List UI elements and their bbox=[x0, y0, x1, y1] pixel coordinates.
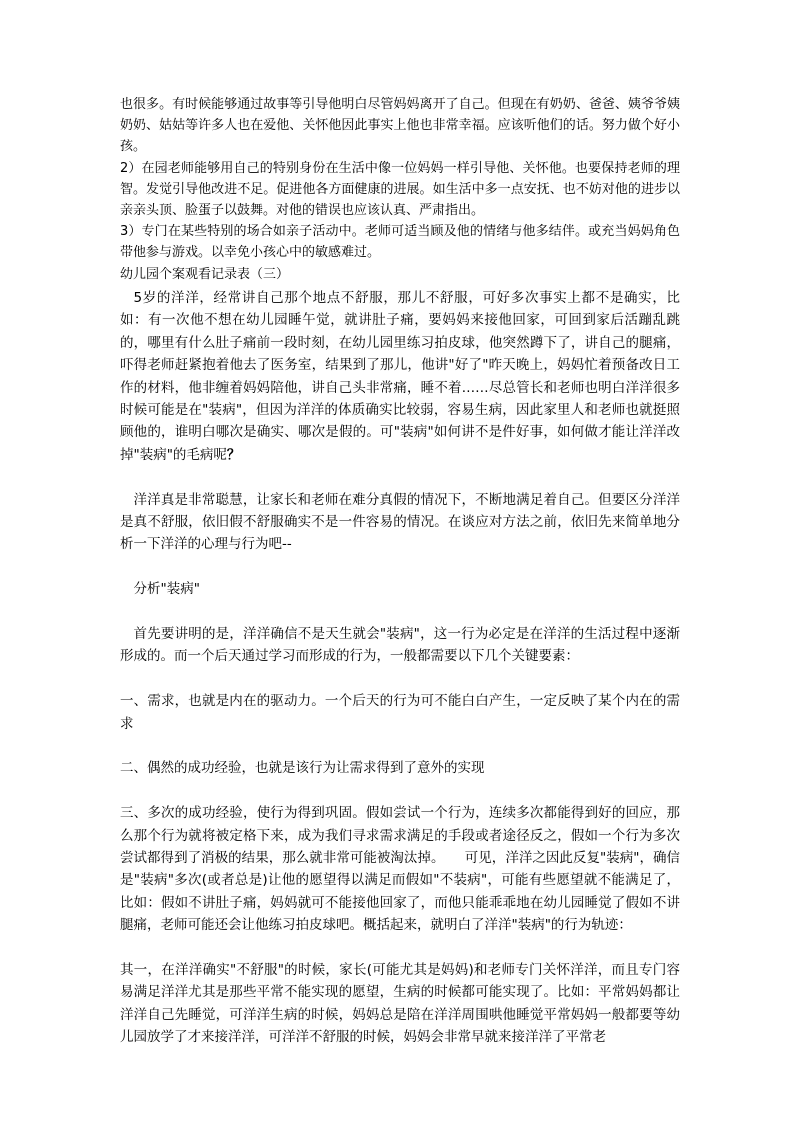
paragraph: 其一，在洋洋确实"不舒服"的时候，家长(可能尤其是妈妈)和老师专门关怀洋洋，而且专门容易满足洋洋尤其是那些平常不能实现的愿望，生病的时候都可能实现了。比如：平常妈妈都让洋洋自己先睡觉，可洋洋生病的时候，妈妈总是陪在洋洋周围哄他睡觉平常妈妈一般都要等幼儿园放学了才来接洋洋，可洋洋不舒服的时候，妈妈会非常早就来接洋洋了平常老 bbox=[120, 962, 680, 1046]
paragraph: 2）在园老师能够用自己的特别身份在生活中像一位妈妈一样引导他、关怀他。也要保持老师的理智。发觉引导他改进不足。促进他各方面健康的进展。如生活中多一点安抚、也不妨对他的进步以亲亲头顶、脸蛋子以鼓舞。对他的错误也应该认真、严肃指出。 bbox=[120, 160, 680, 219]
paragraph: 二、偶然的成功经验，也就是该行为让需求得到了意外的实现 bbox=[120, 760, 485, 777]
paragraph: 一、需求，也就是内在的驱动力。一个后天的行为可不能白白产生，一定反映了某个内在的需求 bbox=[120, 693, 680, 732]
paragraph: 首先要讲明的是，洋洋确信不是天生就会"装病"，这一行为必定是在洋洋的生活过程中逐渐形成的。而一个后天通过学习而形成的行为，一般都需要以下几个关键要素： bbox=[120, 626, 680, 665]
section-previous-case bbox=[120, 94, 680, 285]
section-heading: 幼儿园个案观看记录表（三） bbox=[120, 266, 290, 282]
question-mark: ？ bbox=[226, 446, 241, 463]
paragraph: 三、多次的成功经验，使行为得到巩固。假如尝试一个行为，连续多次都能得到好的回应，那么那个行为就将被定格下来，成为我们寻求需求满足的手段或者途径反之，假如一个行为多次尝试都得到了消极的结果，那么就非常可能被淘汰掉。 可见，洋洋之因此反复"装病"，确信是"装病"多次(或者总是)让他的愿望得以满足而假如"不装病"，可能有些愿望就不能满足了，比如：假如不讲肚子痛，妈妈就可不能接他回家了，而他只能乖乖地在幼儿园睡觉了假如不讲腿痛，老师可能还会让他练习拍皮球吧。概括起来，就明白了洋洋"装病"的行为轨迹： bbox=[120, 805, 680, 934]
paragraph: 洋洋真是非常聪慧，让家长和老师在难分真假的情况下，不断地满足着自己。但要区分洋洋是真不舒服，依旧假不舒服确实不是一件容易的情况。在谈应对方法之前，依旧先来简单地分析一下洋洋的心理与行为吧-- bbox=[120, 491, 680, 553]
paragraph: 3）专门在某些特别的场合如亲子活动中。老师可适当顾及他的情绪与他多结伴。或充当妈妈角色带他参与游戏。以幸免小孩心中的敏感难过。 bbox=[120, 224, 680, 261]
case-story-text: 5岁的洋洋，经常讲自己那个地点不舒服，那儿不舒服，可好多次事实上都不是确实，比如：有一次他不想在幼儿园睡午觉，就讲肚子痛，要妈妈来接他回家，可回到家后活蹦乱跳的，哪里有什么肚子痛前一段时刻，在幼儿园里练习拍皮球，他突然蹲下了，讲自己的腿痛，吓得老师赶紧抱着他去了医务室，结果到了那儿，他讲"好了"昨天晚上，妈妈忙着预备改日工作的材料，他非缠着妈妈陪他，讲自己头非常痛，睡不着……尽总管长和老师也明白洋洋很多时候可能是在"装病"，但因为洋洋的体质确实比较弱，容易生病，因此家里人和老师也就挺照顾他的，谁明白哪次是确实、哪次是假的。可"装病"如何讲不是件好事，如何做才能让洋洋改掉"装病"的毛病呢 bbox=[120, 290, 680, 463]
section-case-three bbox=[120, 287, 680, 1071]
paragraph: 也很多。有时候能够通过故事等引导他明白尽管妈妈离开了自己。但现在有奶奶、爸爸、姨爷爷姨奶奶、姑姑等许多人也在爱他、关怀他因此事实上他也非常幸福。应该听他们的话。努力做个好小孩。 bbox=[120, 97, 680, 155]
case-story-paragraph bbox=[120, 287, 680, 466]
subheading: 分析"装病" bbox=[133, 581, 200, 598]
